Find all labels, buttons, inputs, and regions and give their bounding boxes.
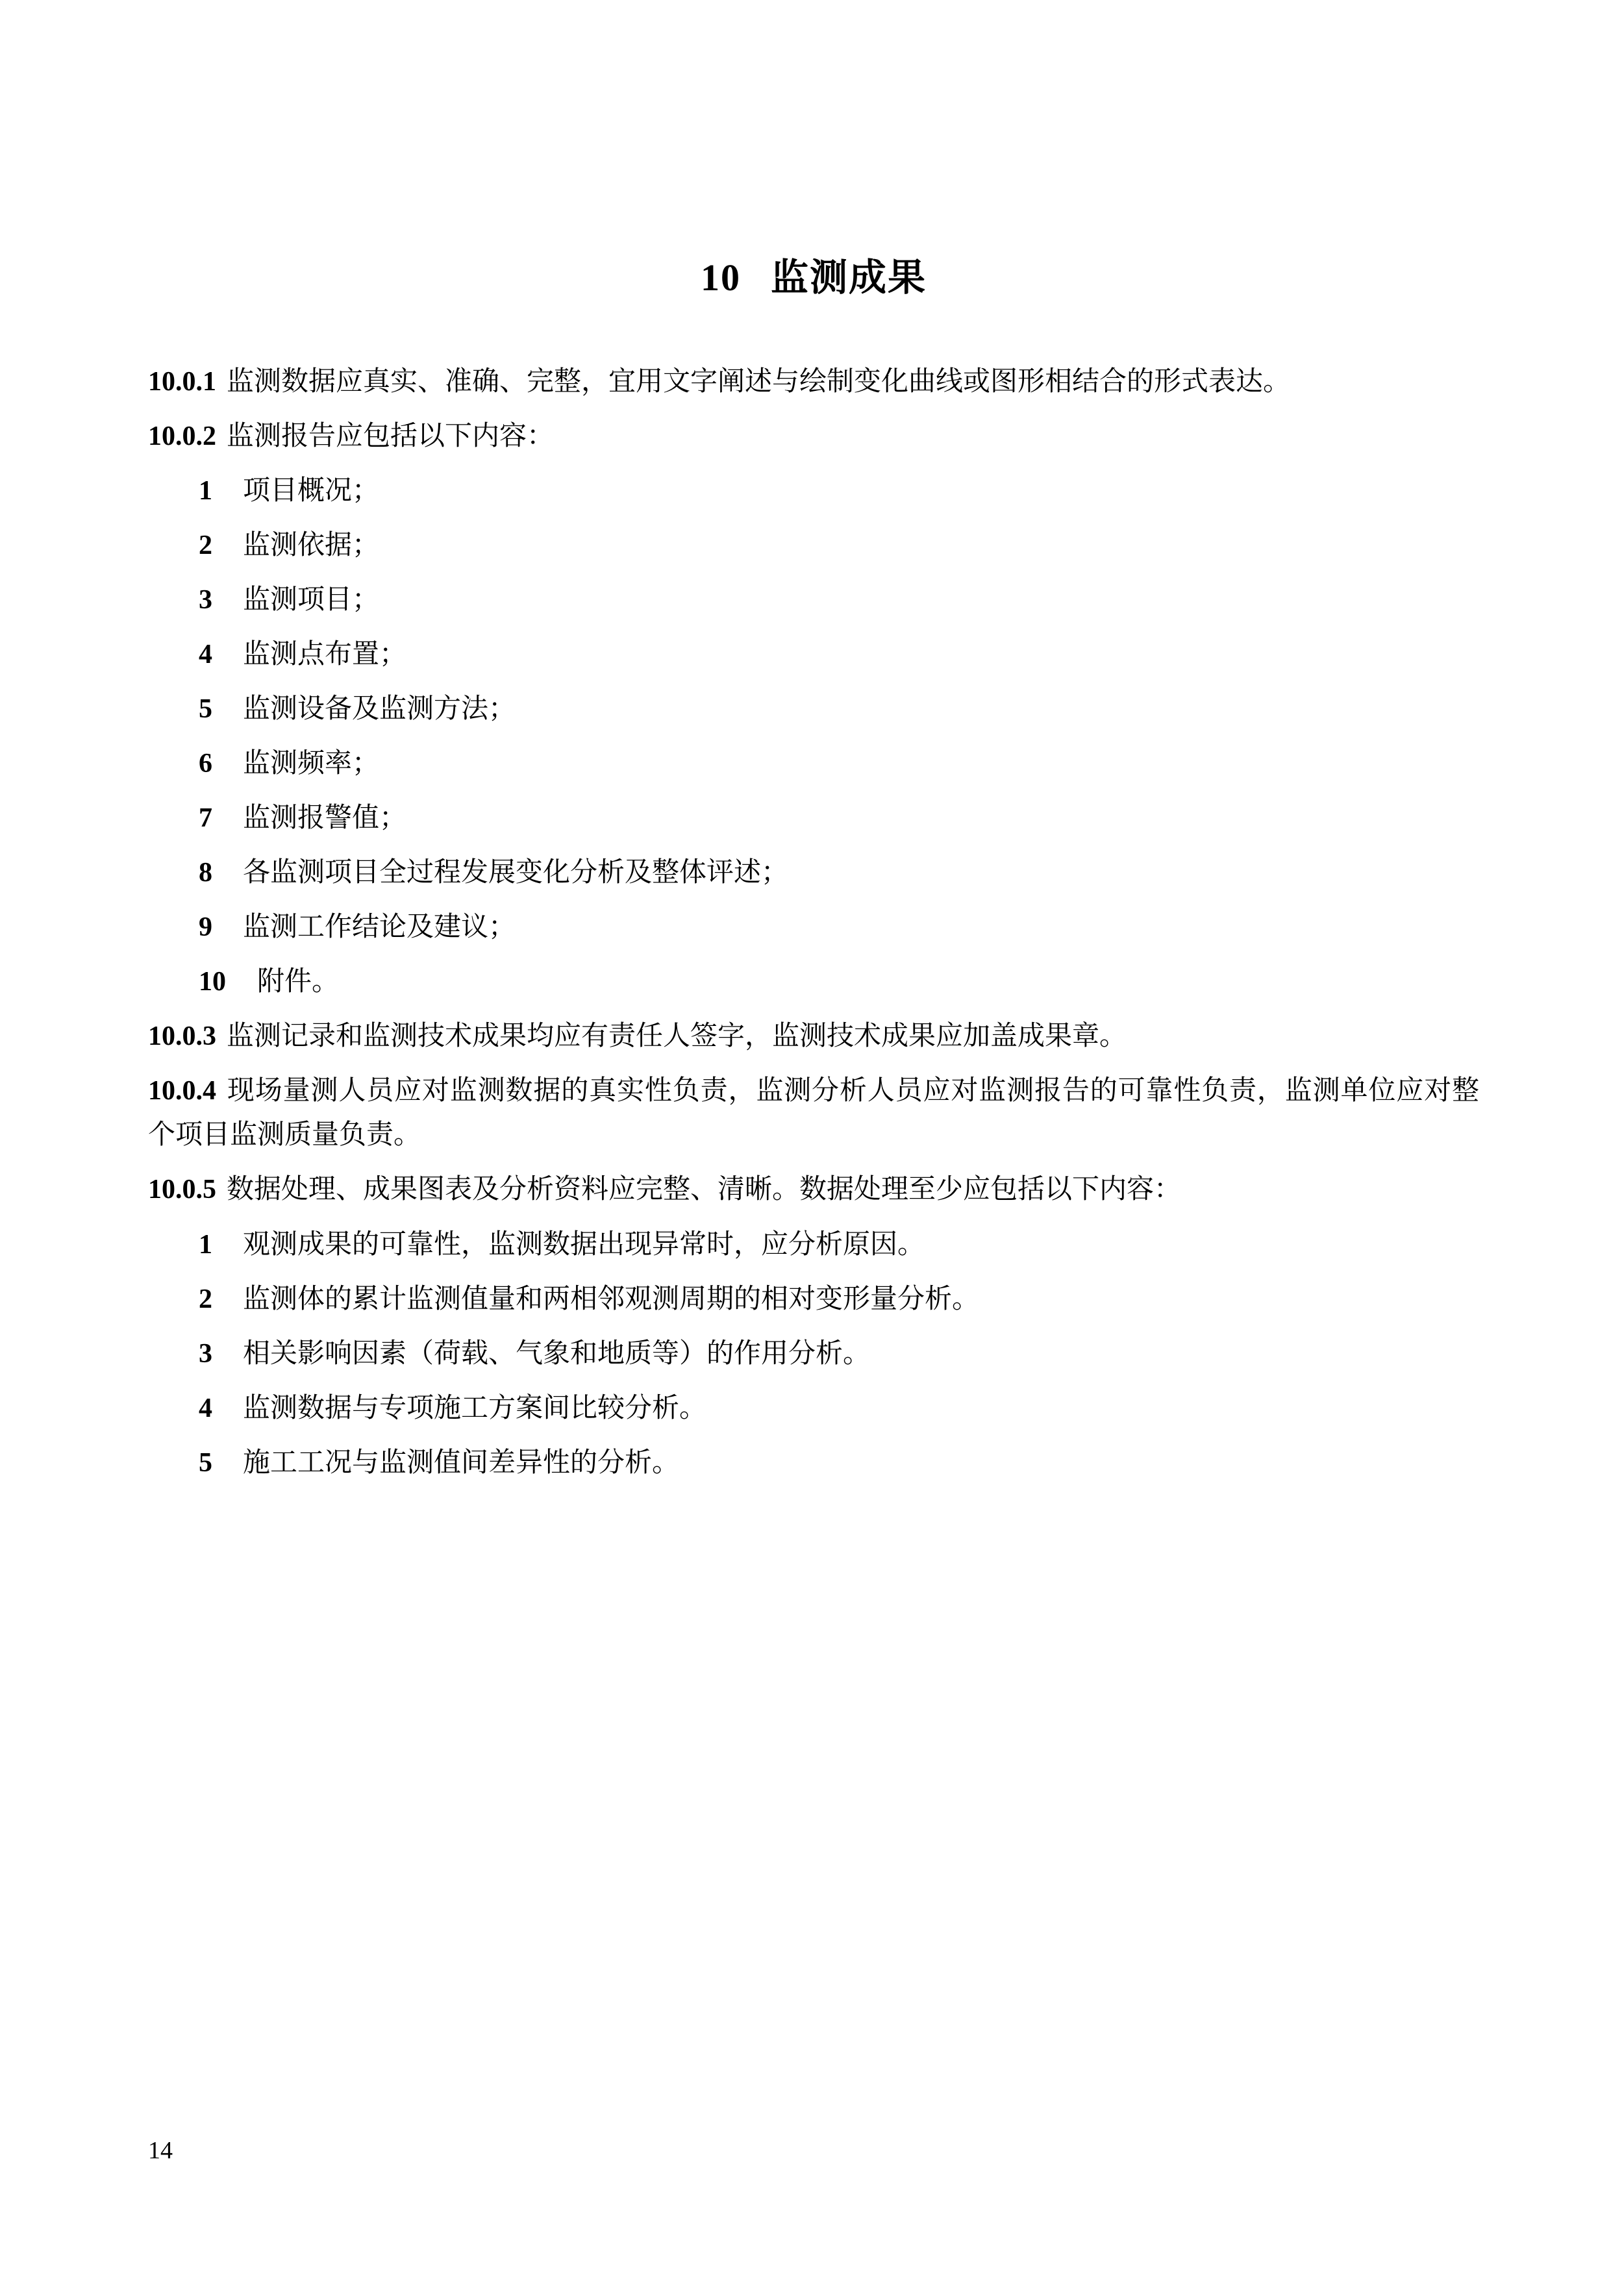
clause-text: 监测报告应包括以下内容： [227,421,555,452]
list-item-index: 3 [199,1338,212,1369]
list-item-label: 监测工作结论及建议； [243,912,516,943]
clause-10-0-2 [148,414,1479,458]
list-item-index: 4 [199,640,212,670]
chapter-title-text: 监测成果 [770,256,927,299]
list-item-label: 监测设备及监测方法； [243,694,516,725]
clause-10-0-5 [148,1167,1479,1212]
list-item-label: 监测依据； [243,530,380,561]
list-item [148,796,1479,840]
clause-10-0-3 [148,1014,1479,1058]
list-item-index: 8 [199,858,212,888]
list-item [148,632,1479,677]
page-content [148,247,1479,1495]
list-item-label: 监测项目； [243,585,380,616]
list-item-label: 监测点布置； [243,640,407,670]
list-item-label: 项目概况； [243,476,380,506]
clause-text: 监测记录和监测技术成果均应有责任人签字，监测技术成果应加盖成果章。 [227,1021,1127,1052]
list-item-label: 监测频率； [243,749,380,779]
list-item [148,960,1479,1004]
list-data-processing [148,1223,1479,1485]
list-item-label: 各监测项目全过程发展变化分析及整体评述； [243,858,789,888]
clause-label: 10.0.5 [148,1175,216,1205]
list-item-index: 9 [199,912,212,943]
list-item [148,905,1479,949]
clause-label: 10.0.2 [148,421,216,452]
list-item-index: 5 [199,694,212,725]
list-item [148,578,1479,622]
list-item-index: 2 [199,1284,212,1314]
list-item-index: 3 [199,585,212,616]
list-item-label: 监测体的累计监测值量和两相邻观测周期的相对变形量分析。 [243,1284,980,1314]
clause-text: 数据处理、成果图表及分析资料应完整、清晰。数据处理至少应包括以下内容： [227,1175,1182,1205]
list-item [148,523,1479,568]
list-item-index: 1 [199,476,212,506]
list-item-index: 1 [199,1229,212,1260]
list-item-label: 附件。 [257,967,340,997]
page-number: 14 [148,2137,173,2164]
clause-10-0-1 [148,360,1479,404]
page-title [148,247,1479,301]
list-item-label: 监测数据与专项施工方案间比较分析。 [243,1393,707,1423]
list-item-index: 5 [199,1447,212,1478]
list-report-contents [148,469,1479,1004]
clause-text: 监测数据应真实、准确、完整，宜用文字阐述与绘制变化曲线或图形相结合的形式表达。 [227,367,1291,397]
list-item [148,1386,1479,1430]
list-item [148,1277,1479,1321]
list-item-index: 10 [199,967,226,997]
list-item [148,687,1479,731]
list-item-label: 监测报警值； [243,803,407,834]
chapter-number: 10 [700,256,741,299]
list-item [148,851,1479,895]
list-item [148,1332,1479,1376]
clause-label: 10.0.3 [148,1021,216,1052]
list-item [148,742,1479,786]
list-item-label: 相关影响因素（荷载、气象和地质等）的作用分析。 [243,1338,871,1369]
clause-10-0-4 [148,1069,1479,1157]
list-item [148,1223,1479,1267]
list-item-index: 2 [199,530,212,561]
clause-text: 现场量测人员应对监测数据的真实性负责，监测分析人员应对监测报告的可靠性负责，监测单位应对整个项目监测质量负责。 [148,1076,1479,1151]
list-item-index: 7 [199,803,212,834]
list-item [148,469,1479,513]
list-item-index: 4 [199,1393,212,1423]
clause-label: 10.0.1 [148,367,216,397]
list-item-label: 施工工况与监测值间差异性的分析。 [243,1447,680,1478]
clause-label: 10.0.4 [148,1076,216,1106]
list-item [148,1441,1479,1485]
list-item-index: 6 [199,749,212,779]
list-item-label: 观测成果的可靠性，监测数据出现异常时，应分析原因。 [243,1229,925,1260]
